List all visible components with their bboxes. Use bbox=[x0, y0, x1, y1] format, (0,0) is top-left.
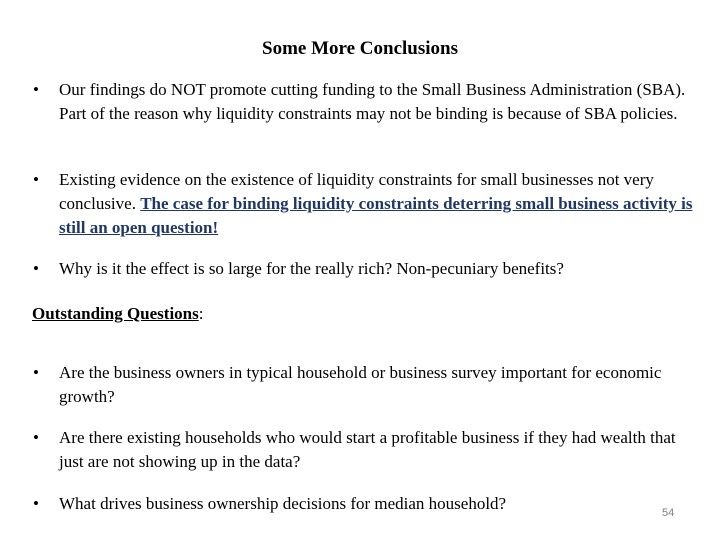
bullet-marker: • bbox=[33, 428, 39, 447]
bullet-marker: • bbox=[33, 170, 39, 189]
bullet-marker: • bbox=[33, 494, 39, 513]
question-text: Are the business owners in typical household or business survey important for economic growth? bbox=[59, 363, 662, 406]
bullet-text-container bbox=[59, 168, 693, 240]
conclusion-bullet bbox=[33, 168, 693, 240]
conclusion-bullet bbox=[33, 78, 693, 126]
bullet-marker: • bbox=[33, 363, 39, 382]
question-text: What drives business ownership decisions for median household? bbox=[59, 494, 507, 513]
question-bullet bbox=[33, 492, 693, 516]
bullet-text: Existing evidence on the existence of liquidity constraints for small businesses not very conclusive. bbox=[59, 170, 654, 213]
conclusion-bullet bbox=[33, 257, 693, 281]
question-bullet bbox=[33, 426, 693, 474]
question-bullet bbox=[33, 361, 693, 409]
heading-label: Outstanding Questions bbox=[32, 304, 199, 323]
bullet-marker: • bbox=[33, 80, 39, 99]
bullet-text: Why is it the effect is so large for the really rich? Non-pecuniary benefits? bbox=[59, 259, 564, 278]
outstanding-questions-heading bbox=[32, 302, 203, 326]
heading-colon: : bbox=[198, 304, 204, 323]
emphasized-statement: The case for binding liquidity constraints deterring small business activity is still an open question! bbox=[59, 194, 693, 237]
bullet-marker: • bbox=[33, 259, 39, 278]
slide-title: Some More Conclusions bbox=[262, 38, 458, 59]
question-text: Are there existing households who would start a profitable business if they had wealth that just are not showing up in the data? bbox=[59, 428, 676, 471]
bullet-text: Our findings do NOT promote cutting funding to the Small Business Administration (SBA). Part of the reason why liquidity constraints may not be binding is because of SBA policies. bbox=[59, 80, 686, 123]
page-number: 54 bbox=[662, 507, 675, 519]
